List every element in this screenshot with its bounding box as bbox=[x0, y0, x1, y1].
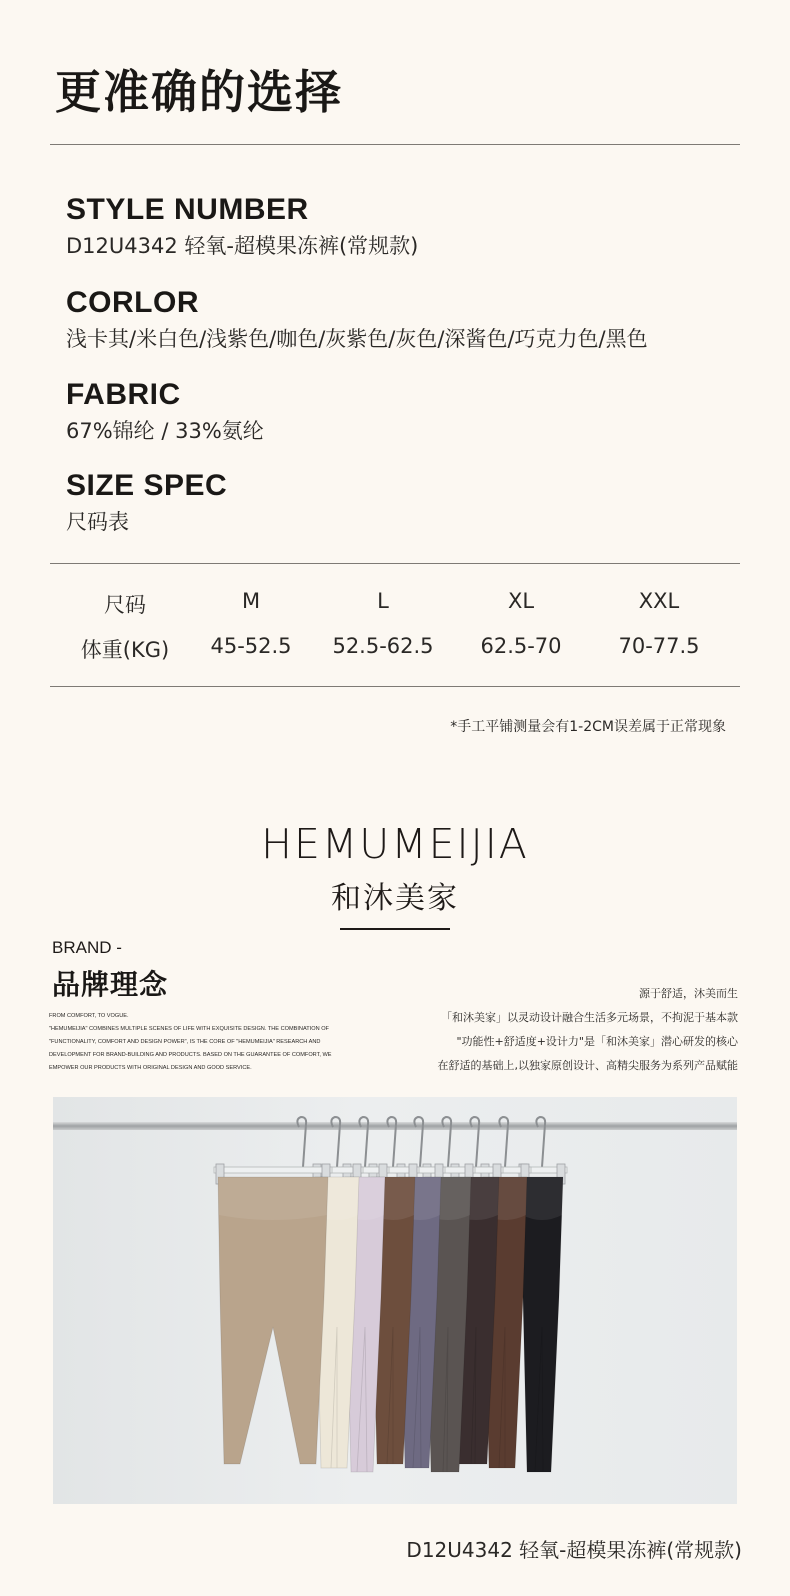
brand-name-cn: 和沐美家 bbox=[331, 881, 459, 916]
legging-khaki bbox=[218, 1177, 328, 1464]
fabric-value: 67%锦纶 / 33%氨纶 bbox=[66, 419, 264, 443]
table-header-cell: XXL bbox=[638, 589, 680, 613]
brand-cn-line: 源于舒适，沐美而生 bbox=[639, 987, 738, 1000]
brand-en-line: "FUNCTIONALITY, COMFORT AND DESIGN POWER", IS THE CORE OF "HEMUMEIJIA" RESEARCH AND bbox=[49, 1039, 321, 1045]
brand-cn-line: 「和沐美家」以灵动设计融合生活多元场景，不拘泥于基本款 bbox=[441, 1011, 738, 1024]
brand-underline bbox=[340, 928, 450, 930]
table-cell: 70-77.5 bbox=[618, 634, 700, 658]
leggings-on-rail-illustration bbox=[53, 1097, 737, 1504]
table-bottom-rule bbox=[50, 686, 740, 687]
size-spec-label: SIZE SPEC bbox=[66, 469, 228, 502]
brand-en-line: "HEMUMEIJIA" COMBINES MULTIPLE SCENES OF LIFE WITH EXQUISITE DESIGN. THE COMBINATION OF bbox=[49, 1026, 329, 1032]
brand-en-line: EMPOWER OUR PRODUCTS WITH ORIGINAL DESIGN AND GOOD SERVICE. bbox=[49, 1065, 252, 1071]
table-cell: 体重(KG) bbox=[80, 638, 170, 662]
color-label: CORLOR bbox=[66, 286, 199, 319]
table-cell: 45-52.5 bbox=[210, 634, 292, 658]
brand-cn-line: 在舒适的基础上,以独家原创设计、高精尖服务为系列产品赋能 bbox=[437, 1059, 738, 1072]
size-spec-value: 尺码表 bbox=[66, 510, 129, 534]
style-number-value: D12U4342 轻氧-超模果冻裤(常规款) bbox=[66, 234, 419, 258]
table-header-cell: 尺码 bbox=[104, 593, 146, 617]
brand-cn-line: "功能性+舒适度+设计力"是「和沐美家」潜心研发的核心 bbox=[456, 1035, 738, 1048]
divider bbox=[50, 144, 740, 145]
table-header-cell: M bbox=[241, 589, 261, 613]
leggings-group bbox=[218, 1177, 563, 1472]
legging-black bbox=[521, 1177, 563, 1472]
page-title: 更准确的选择 bbox=[55, 65, 343, 119]
photo-caption: D12U4342 轻氧-超模果冻裤(常规款) bbox=[406, 1538, 742, 1562]
color-value: 浅卡其/米白色/浅紫色/咖色/灰紫色/灰色/深酱色/巧克力色/黑色 bbox=[66, 327, 648, 351]
table-cell: 62.5-70 bbox=[480, 634, 562, 658]
brand-en-line: DEVELOPMENT FOR BRAND-BUILDING AND PRODUCTS. BASED ON THE GUARANTEE OF COMFORT, WE bbox=[49, 1052, 332, 1058]
table-header-cell: XL bbox=[507, 589, 535, 613]
brand-en-line: FROM COMFORT, TO VOGUE. bbox=[49, 1013, 129, 1019]
table-top-rule bbox=[50, 563, 740, 564]
brand-label-cn: 品牌理念 bbox=[52, 968, 169, 1001]
style-number-label: STYLE NUMBER bbox=[66, 193, 309, 226]
table-cell: 52.5-62.5 bbox=[332, 634, 434, 658]
brand-logo: HEMUMEIJIA bbox=[261, 820, 529, 868]
brand-label-en: BRAND - bbox=[52, 938, 122, 957]
fabric-label: FABRIC bbox=[66, 378, 181, 411]
measurement-note: *手工平铺测量会有1-2CM误差属于正常现象 bbox=[450, 719, 726, 735]
table-header-cell: L bbox=[377, 589, 389, 613]
product-photo bbox=[53, 1097, 737, 1504]
